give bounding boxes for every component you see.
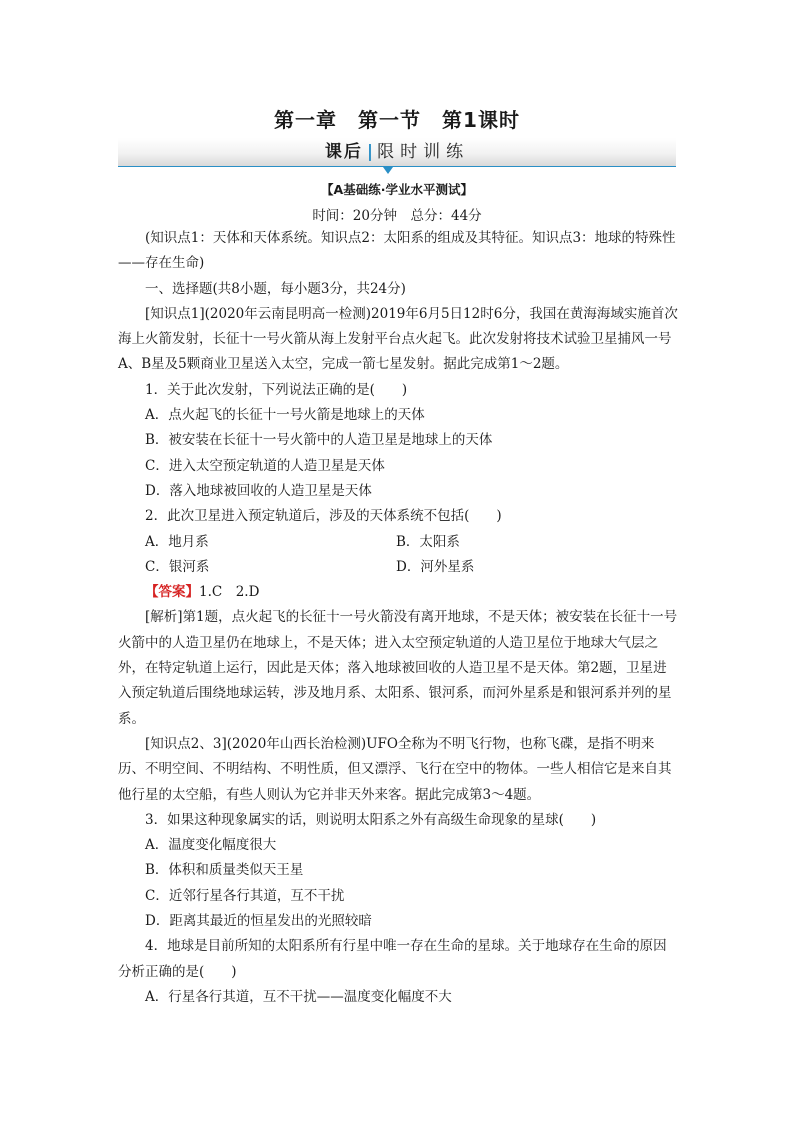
section-heading: 【A基础练·学业水平测试】 <box>321 182 473 197</box>
answer-label: 【答案】 <box>145 584 199 601</box>
question-3-option-a: A．温度变化幅度很大 <box>145 837 277 854</box>
question-2-options-row-1 <box>118 530 678 555</box>
question-2-option-b: B．太阳系 <box>396 533 460 550</box>
question-2-options-row-2 <box>118 555 678 580</box>
question-4-stem: 4．地球是目前所知的太阳系所有行星中唯一存在生命的星球。关于地球存在生命的原因分析正确的是( ) <box>118 938 667 980</box>
question-3-stem: 3．如果这种现象属实的话，则说明太阳系之外有高级生命现象的星球( ) <box>145 811 597 828</box>
answer-text: 1.C 2.D <box>199 584 260 601</box>
banner-arrow-icon <box>383 167 393 174</box>
banner-label-right: 限时训练 <box>377 142 470 162</box>
question-1-option-b: B．被安装在长征十一号火箭中的人造卫星是地球上的天体 <box>145 432 493 449</box>
question-2-stem: 2．此次卫星进入预定轨道后，涉及的天体系统不包括( ) <box>145 508 502 525</box>
banner-label-left: 课后 <box>324 142 363 162</box>
question-2-option-c: C．银河系 <box>145 558 210 575</box>
question-4-option-a: A．行星各行其道，互不干扰——温度变化幅度不大 <box>145 988 452 1005</box>
question-3-option-c: C．近邻行星各行其道，互不干扰 <box>145 887 345 904</box>
question-3-option-b: B．体积和质量类似天王星 <box>145 862 304 879</box>
question-1-stem: 1．关于此次发射，下列说法正确的是( ) <box>145 381 408 398</box>
passage-2: [知识点2、3](2020年山西长治检测)UFO全称为不明飞行物，也称飞碟，是指不明来历、不明空间、不明结构、不明性质，但又漂浮、飞行在空中的物体。一些人相信它是来自其他行星的太空船，有些人则认为它并非天外来客。据此完成第3～4题。 <box>118 735 672 803</box>
question-1-option-c: C．进入太空预定轨道的人造卫星是天体 <box>145 457 385 474</box>
passage-1: [知识点1](2020年云南昆明高一检测)2019年6月5日12时6分，我国在黄海海域实施首次海上火箭发射，长征十一号火箭从海上发射平台点火起飞。此次发射将技术试验卫星捕风一号A、B星及5颗商业卫星送入太空，完成一箭七星发射。据此完成第1～2题。 <box>118 305 678 373</box>
answer-1 <box>118 580 678 605</box>
knowledge-points: (知识点1：天体和天体系统。知识点2：太阳系的组成及其特征。知识点3：地球的特殊性——存在生命) <box>118 230 676 272</box>
page-title: 第一章 第一节 第1课时 <box>274 108 520 132</box>
question-2-option-a: A．地月系 <box>145 533 209 550</box>
question-1-option-d: D．落入地球被回收的人造卫星是天体 <box>145 482 372 499</box>
question-3-option-d: D．距离其最近的恒星发出的光照较暗 <box>145 913 372 930</box>
banner-label <box>0 139 794 165</box>
banner-divider <box>118 166 676 167</box>
question-1-option-a: A．点火起飞的长征十一号火箭是地球上的天体 <box>145 407 425 424</box>
analysis-1: [解析]第1题，点火起飞的长征十一号火箭没有离开地球，不是天体；被安装在长征十一号火箭中的人造卫星仍在地球上，不是天体；进入太空预定轨道的人造卫星位于地球大气层之外，在特定轨道上运行，因此是天体；落入地球被回收的人造卫星不是天体。第2题，卫星进入预定轨道后围绕地球运转，涉及地月系、太阳系、银河系，而河外星系是和银河系并列的星系。 <box>118 609 678 727</box>
question-2-option-d: D．河外星系 <box>396 558 475 575</box>
banner-separator: | <box>366 142 374 162</box>
document-body <box>118 226 678 1010</box>
time-info: 时间：20分钟 总分：44分 <box>312 208 482 224</box>
part-heading: 一、选择题(共8小题，每小题3分，共24分) <box>145 280 406 297</box>
